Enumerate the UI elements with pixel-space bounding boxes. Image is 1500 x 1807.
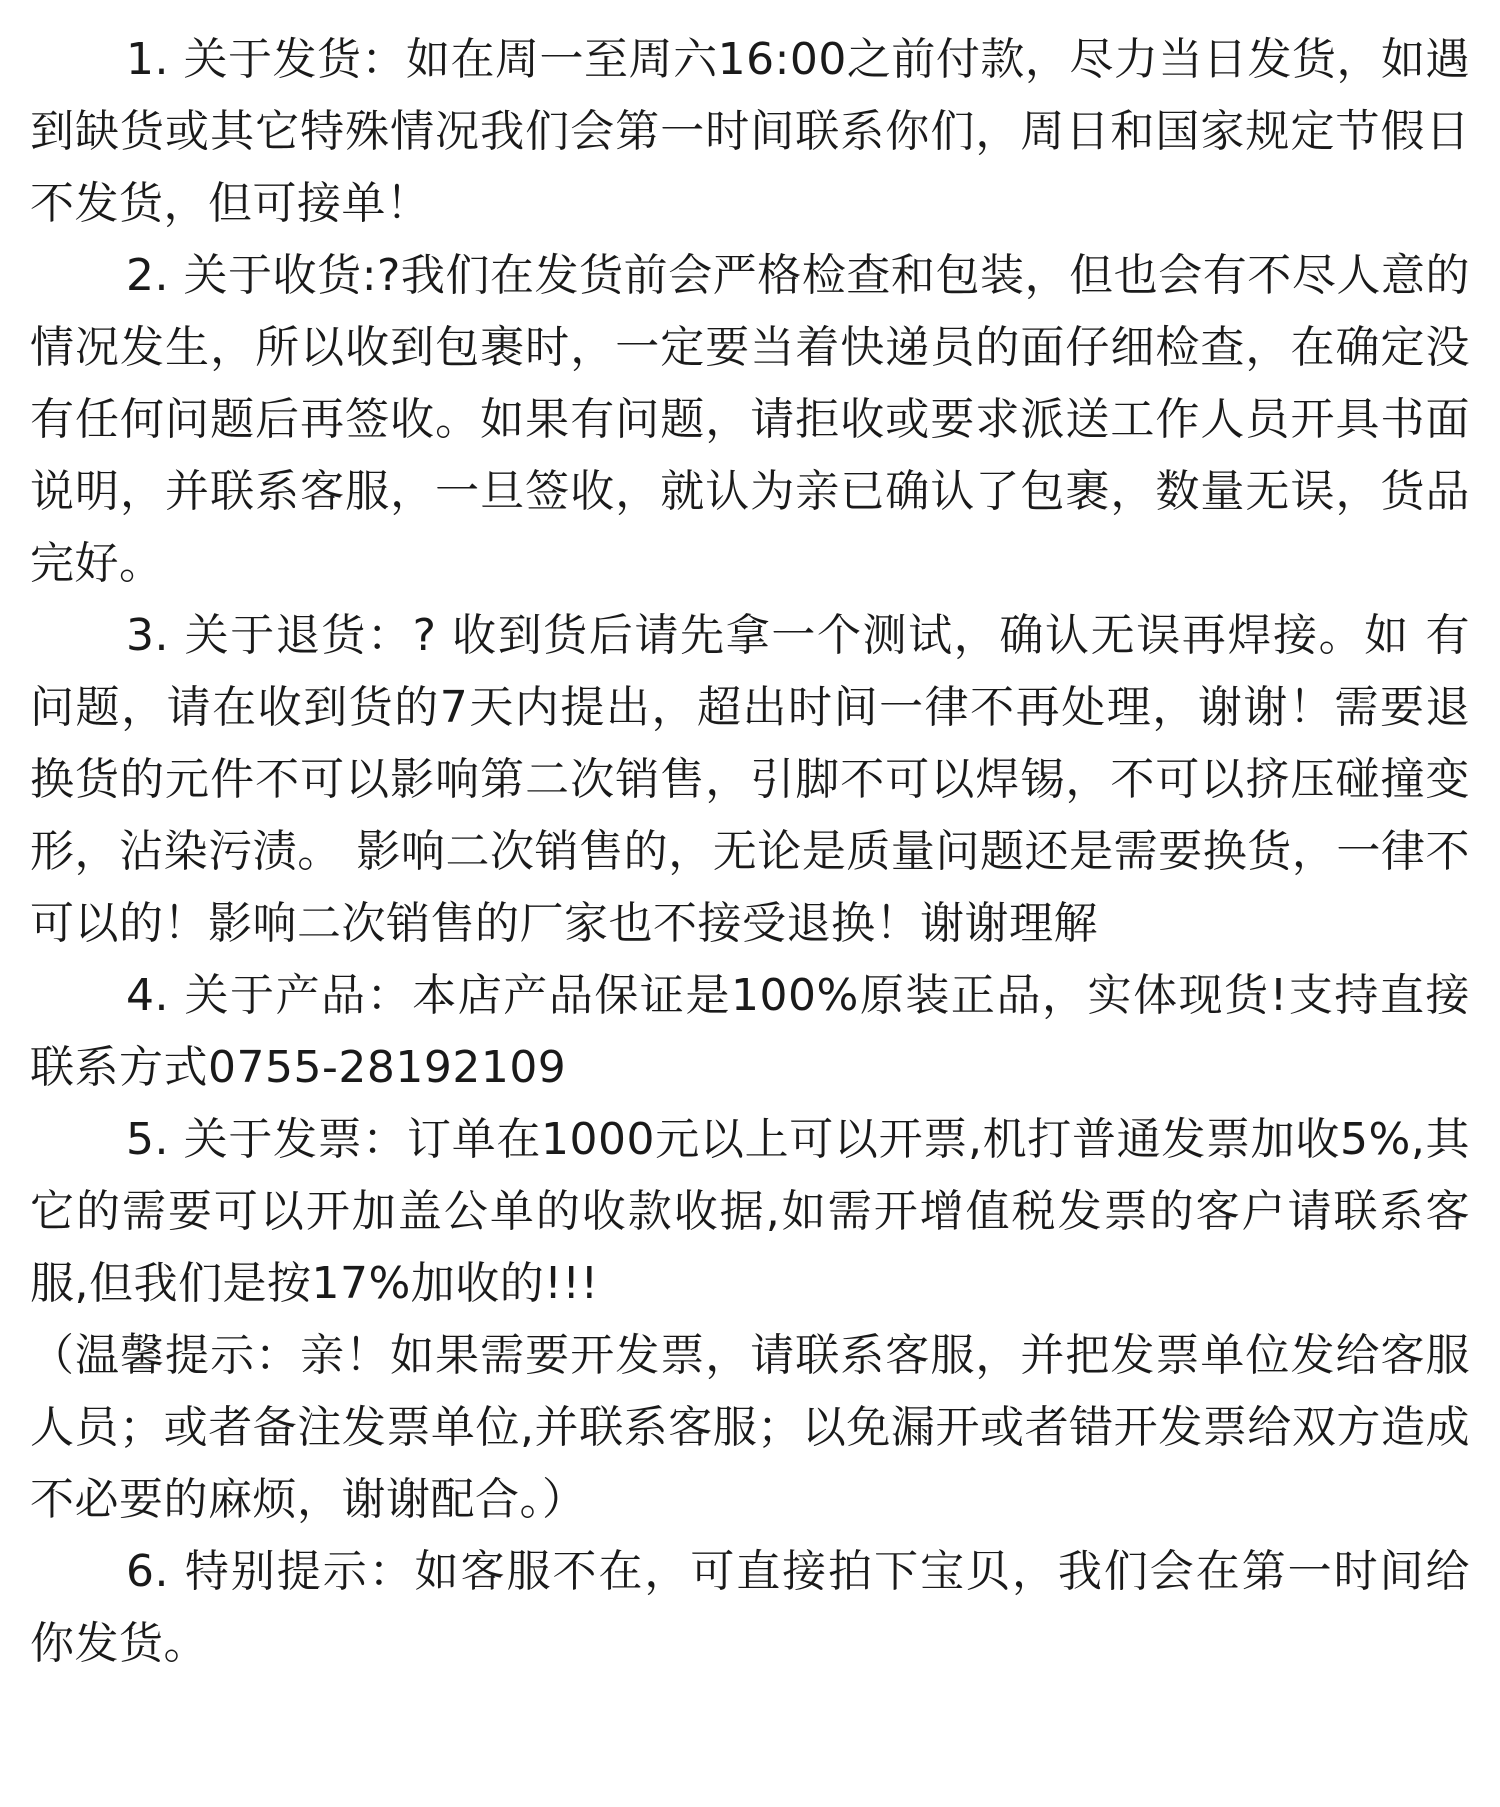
store-policy-document <box>30 24 1470 1680</box>
invoice-policy: 5. 关于发票：订单在1000元以上可以开票,机打普通发票加收5%,其它的需要可以开加盖公单的收款收据,如需开增值税发票的客户请联系客服,但我们是按17%加收的!!! <box>30 1114 1470 1309</box>
shipping-policy: 1. 关于发货：如在周一至周六16:00之前付款，尽力当日发货，如遇到缺货或其它特殊情况我们会第一时间联系你们，周日和国家规定节假日不发货，但可接单！ <box>30 34 1470 229</box>
product-policy: 4. 关于产品：本店产品保证是100%原装正品，实体现货!支持直接联系方式0755-28192109 <box>30 970 1470 1093</box>
receiving-policy: 2. 关于收货:?我们在发货前会严格检查和包装，但也会有不尽人意的情况发生，所以收到包裹时，一定要当着快递员的面仔细检查，在确定没有任何问题后再签收。如果有问题，请拒收或要求派送工作人员开具书面说明，并联系客服，一旦签收，就认为亲已确认了包裹，数量无误，货品完好。 <box>30 250 1470 589</box>
special-notice: 6. 特别提示：如客服不在，可直接拍下宝贝，我们会在第一时间给你发货。 <box>30 1546 1470 1669</box>
invoice-tip: （温馨提示：亲！如果需要开发票，请联系客服，并把发票单位发给客服人员；或者备注发票单位,并联系客服；以免漏开或者错开发票给双方造成不必要的麻烦，谢谢配合。） <box>30 1330 1470 1525</box>
return-policy: 3. 关于退货：? 收到货后请先拿一个测试，确认无误再焊接。如 有问题，请在收到货的7天内提出，超出时间一律不再处理，谢谢！需要退换货的元件不可以影响第二次销售，引脚不可以焊锡，不可以挤压碰撞变形，沾染污渍。 影响二次销售的，无论是质量问题还是需要换货，一律不可以的！影响二次销售的厂家也不接受退换！谢谢理解 <box>30 610 1470 949</box>
